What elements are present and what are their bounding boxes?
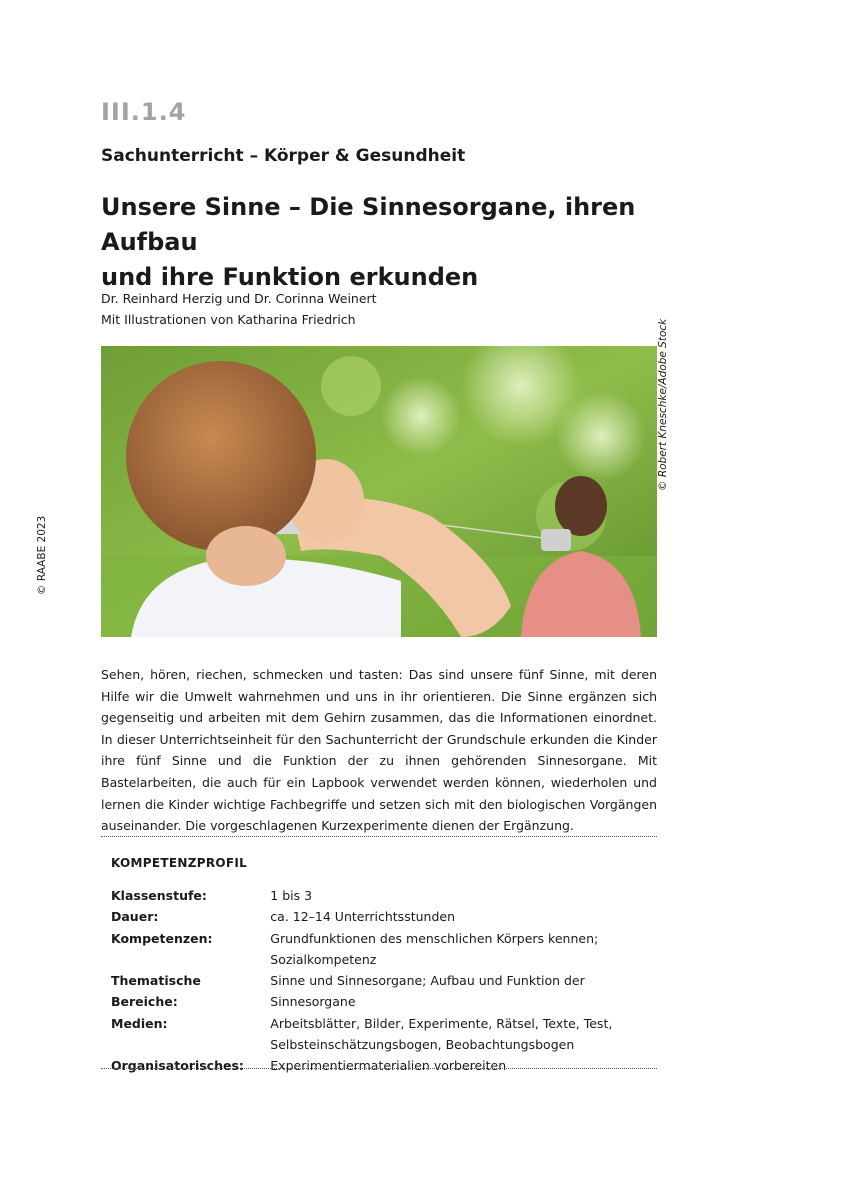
row-value-line: Arbeitsblätter, Bilder, Experimente, Rätsel, Texte, Test,	[270, 1015, 613, 1031]
row-label: Organisatorisches:	[111, 1058, 244, 1074]
photo-credit	[657, 318, 677, 637]
table-row	[111, 970, 651, 1013]
table-row	[111, 906, 651, 927]
row-value	[270, 1013, 651, 1056]
row-label: Kompetenzen:	[111, 930, 213, 946]
intro-paragraph: Sehen, hören, riechen, schmecken und tasten: Das sind unsere fünf Sinne, mit deren Hilfe wir die Umwelt wahrnehmen und uns in ihr orientieren. Die Sinne ergänzen sich gegenseitig und arbeiten mit dem Gehirn zusammen, das die Informationen einordnet. In dieser Unterrichtseinheit für den Sachunterricht der Grundschule erkunden die Kinder ihre fünf Sinne und die Funktion der zu ihnen gehörenden Sinnesorgane. Mit Bastelarbeiten, die auch für ein Lapbook verwendet werden können, wiederholen und lernen die Kinder wichtige Fachbegriffe und setzen sich mit den biologischen Vorgängen auseinander. Die vorgeschlagenen Kurzexperimente dienen der Ergänzung.	[101, 667, 657, 834]
kompetenzprofil-heading: KOMPETENZPROFIL	[111, 856, 248, 870]
photo-credit-text: © Robert Kneschke/Adobe Stock	[657, 318, 669, 491]
row-value-line: Experimentiermaterialien vorbereiten	[270, 1058, 507, 1074]
row-label: Thematische Bereiche:	[111, 973, 201, 1010]
table-row	[111, 885, 651, 906]
cover-photo	[101, 346, 657, 637]
illustrator-line: Mit Illustrationen von Katharina Friedrich	[101, 312, 356, 327]
title-line-1: Unsere Sinne – Die Sinnesorgane, ihren Aufbau	[101, 193, 636, 256]
row-value	[270, 928, 651, 971]
photo-illustration	[101, 346, 657, 637]
divider-top	[101, 836, 657, 837]
row-value-line: 1 bis 3	[270, 888, 313, 903]
row-value	[270, 1055, 651, 1076]
table-row	[111, 928, 651, 971]
row-value-line: Sozialkompetenz	[270, 951, 377, 967]
table-row	[111, 1055, 651, 1076]
subject-line: Sachunterricht – Körper & Gesundheit	[101, 146, 466, 166]
row-value-line: Selbsteinschätzungsbogen, Beobachtungsbogen	[270, 1037, 575, 1053]
kompetenzprofil-table	[111, 885, 651, 1077]
authors-line: Dr. Reinhard Herzig und Dr. Corinna Weinert	[101, 291, 377, 306]
page-title	[101, 190, 681, 295]
table-row	[111, 1013, 651, 1056]
row-label: Dauer:	[111, 909, 159, 925]
title-line-2: und ihre Funktion erkunden	[101, 263, 479, 291]
row-label: Klassenstufe:	[111, 888, 207, 903]
row-value	[270, 906, 651, 927]
row-value	[270, 885, 651, 906]
side-copyright: © RAABE 2023	[36, 515, 48, 595]
row-value-line: ca. 12–14 Unterrichtsstunden	[270, 909, 456, 925]
section-code: III.1.4	[101, 98, 187, 126]
row-value-line: Grundfunktionen des menschlichen Körpers kennen;	[270, 930, 599, 946]
divider-bottom	[101, 1068, 657, 1069]
authors-block	[101, 288, 377, 330]
row-value	[270, 970, 651, 1013]
row-value-line: Sinne und Sinnesorgane; Aufbau und Funktion der Sinnesorgane	[270, 973, 585, 1010]
row-label: Medien:	[111, 1015, 168, 1031]
